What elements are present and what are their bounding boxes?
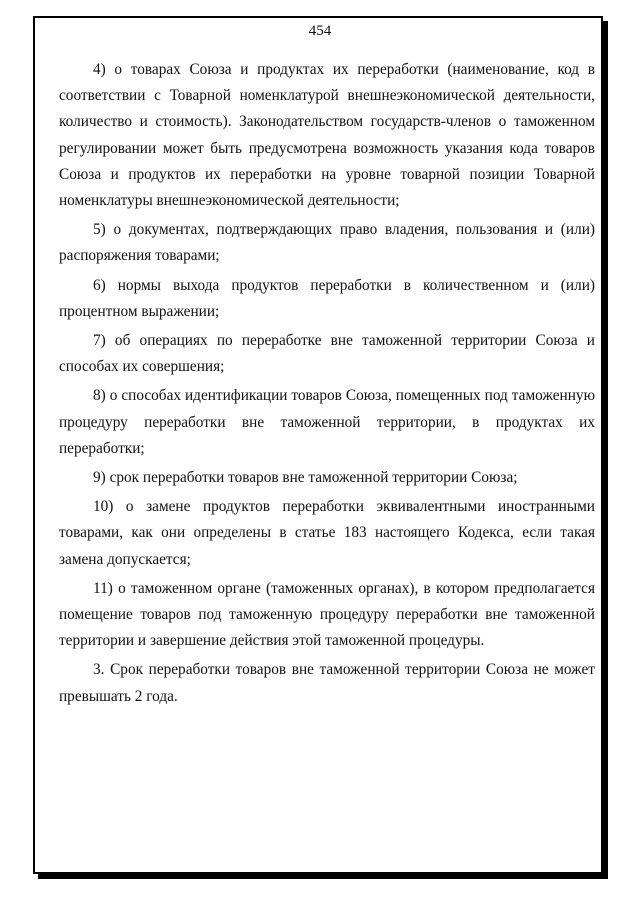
paragraph-item-11: 11) о таможенном органе (таможенных органах), в котором предполагается помещение товаров под таможенную процедуру переработки вне таможенной территории и завершение действия этой таможенной процедуры. bbox=[59, 579, 595, 650]
paragraph-item-5: 5) о документах, подтверждающих право владения, пользования и (или) распоряжения товарами; bbox=[59, 221, 595, 265]
paragraph-section-3: 3. Срок переработки товаров вне таможенной территории Союза не может превышать 2 года. bbox=[59, 661, 595, 705]
paragraph-item-6: 6) нормы выхода продуктов переработки в количественном и (или) процентном выражении; bbox=[59, 276, 595, 320]
paragraph-item-10: 10) о замене продуктов переработки эквивалентными иностранными товарами, как они определены в статье 183 настоящего Кодекса, если такая замена допускается; bbox=[59, 498, 595, 568]
paragraph-item-4: 4) о товарах Союза и продуктах их переработки (наименование, код в соответствии с Товарной номенклатурой внешнеэкономической деятельности, количество и стоимость). Законодательством государств-членов о таможенном регулировании может быть предусмотрена возможность указания кода товаров Союза и продуктов их переработки на уровне товарной позиции Товарной номенклатуры внешнеэкономической деятельности; bbox=[59, 61, 595, 210]
document-body bbox=[59, 57, 595, 713]
paragraph-item-8: 8) о способах идентификации товаров Союза, помещенных под таможенную процедуру переработки вне таможенной территории, в продуктах их переработки; bbox=[59, 387, 595, 457]
page-number: 454 bbox=[308, 23, 332, 39]
paragraph-item-7: 7) об операциях по переработке вне таможенной территории Союза и способах их совершения; bbox=[59, 332, 595, 376]
paragraph-item-9: 9) срок переработки товаров вне таможенной территории Союза; bbox=[93, 469, 518, 487]
